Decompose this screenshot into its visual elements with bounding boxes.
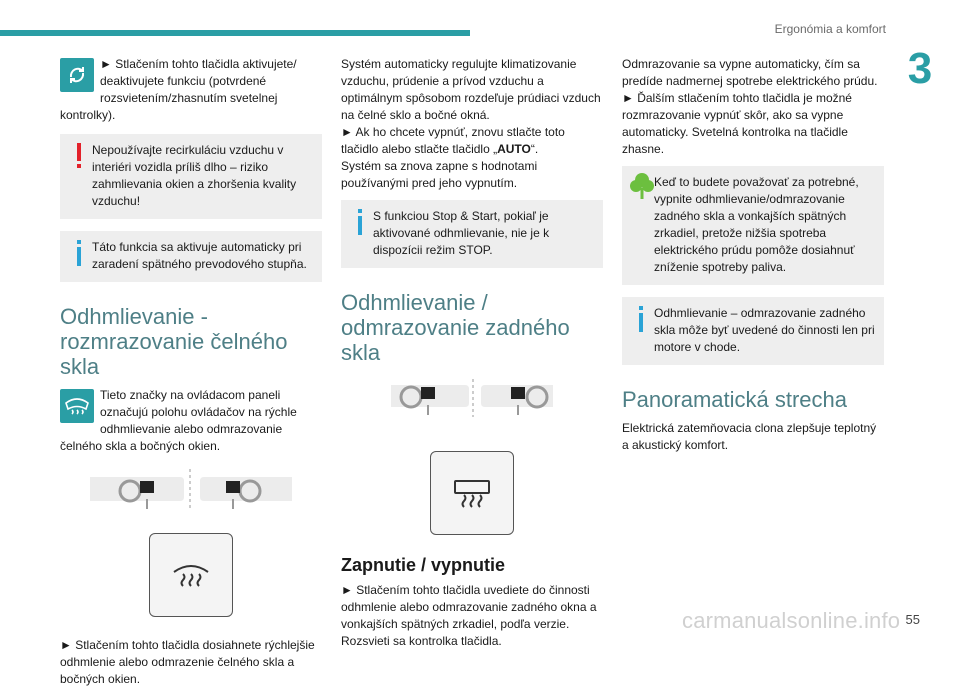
warning-box bbox=[60, 134, 322, 219]
auto-regulation-text: Systém automaticky regulujte klimatizovanie vzduchu, prúdenie a prívod vzduchu a optimálnym spôsobom rozdeľuje prúdiaci vzduch na čelné sklo a bočné okná. bbox=[341, 57, 601, 122]
info-box-engine-running bbox=[622, 297, 884, 365]
defrost-symbols-text: Tieto značky na ovládacom paneli označujú polohu ovládačov na rýchle odhmlievanie alebo odmrazovanie čelného skla a bočných okien. bbox=[60, 388, 297, 453]
info-text: Táto funkcia sa aktivuje automaticky pri zaradení spätného prevodového stupňa. bbox=[92, 240, 307, 271]
eco-box bbox=[622, 166, 884, 285]
eco-text: Keď to budete považovať za potrebné, vypnite odhmlievanie/odmrazovanie zadného skla a vonkajších spätných zrkadiel, pretože nižšia spotreba elektrického prúdu pomôže dosiahnuť zníženie spotreby paliva. bbox=[654, 175, 859, 274]
rear-control-panel-illustration bbox=[341, 379, 603, 449]
rear-defrost-button[interactable] bbox=[430, 451, 514, 535]
warning-text: Nepoužívajte recirkuláciu vzduchu v interiéri vozidla príliš dlho – riziko zahmlievania okien a zhoršenia kvality vzduchu! bbox=[92, 143, 297, 208]
restart-text: Systém sa znova zapne s hodnotami používanými pred jeho vypnutím. bbox=[341, 159, 538, 190]
early-off-text: ► Ďalším stlačením tohto tlačidla je možné rozmrazovanie vypnúť skôr, ako sa vypne automaticky. Svetelná kontrolka na tlačidle zhasne. bbox=[622, 91, 852, 156]
auto-label: AUTO bbox=[497, 142, 531, 156]
info-icon bbox=[630, 306, 652, 337]
recirculation-icon bbox=[60, 58, 94, 92]
heading-windscreen-defrost: Odhmlievanie - rozmrazovanie čelného skla bbox=[60, 304, 288, 379]
page-number: 55 bbox=[905, 612, 920, 627]
windscreen-defrost-icon bbox=[60, 389, 94, 423]
eco-tree-icon bbox=[630, 172, 652, 205]
rear-defrost-instruction: ► Stlačením tohto tlačidla uvediete do činnosti odhmlenie alebo odmrazovanie zadného okna a vonkajších spätných zrkadiel, podľa verzie. Rozsvieti sa kontrolka tlačidla. bbox=[341, 583, 597, 648]
heading-panoramic-roof: Panoramatická strecha bbox=[622, 387, 847, 412]
windscreen-defrost-instruction: ► Stlačením tohto tlačidla dosiahnete rýchlejšie odhmlenie alebo odmrazenie čelného skla a bočných okien. bbox=[60, 638, 315, 686]
chapter-number: 3 bbox=[907, 44, 933, 93]
switch-off-text: ► Ak ho chcete vypnúť, znovu stlačte toto tlačidlo alebo stlačte tlačidlo „AUTO“. bbox=[341, 125, 565, 156]
recirculation-text: ► Stlačením tohto tlačidla aktivujete/ deaktivujete funkciu (potvrdené rozsvietením/zhasnutím svetelnej kontrolky). bbox=[60, 57, 297, 122]
stop-start-text: S funkciou Stop & Start, pokiaľ je aktivované odhmlievanie, nie je k dispozícii režim STOP. bbox=[373, 209, 550, 257]
auto-off-text: Odmrazovanie sa vypne automaticky, čím sa predíde nadmernej spotrebe elektrického prúdu. bbox=[622, 57, 878, 88]
heading-switch-on-off: Zapnutie / vypnutie bbox=[341, 555, 506, 575]
column-1 bbox=[60, 56, 322, 688]
info-icon bbox=[349, 209, 371, 240]
info-box bbox=[60, 231, 322, 282]
info-box-stop-start bbox=[341, 200, 603, 268]
info-icon bbox=[68, 240, 90, 271]
heading-rear-defrost: Odhmlievanie / odmrazovanie zadného skla bbox=[341, 290, 570, 365]
panoramic-roof-text: Elektrická zatemňovacia clona zlepšuje teplotný a akustický komfort. bbox=[622, 421, 877, 452]
engine-running-text: Odhmlievanie – odmrazovanie zadného skla môže byť uvedené do činnosti len pri motore v chode. bbox=[654, 306, 875, 354]
control-panel-illustration bbox=[60, 469, 322, 539]
header-accent-bar bbox=[0, 30, 470, 36]
watermark: carmanualsonline.info bbox=[682, 608, 901, 633]
section-title: Ergonómia a komfort bbox=[774, 22, 886, 36]
windscreen-defrost-button[interactable] bbox=[149, 533, 233, 617]
warning-exclamation-icon bbox=[68, 143, 90, 174]
column-2 bbox=[341, 56, 603, 650]
column-3 bbox=[622, 56, 884, 454]
recirculation-paragraph bbox=[60, 56, 322, 124]
defrost-symbols-paragraph bbox=[60, 387, 322, 455]
